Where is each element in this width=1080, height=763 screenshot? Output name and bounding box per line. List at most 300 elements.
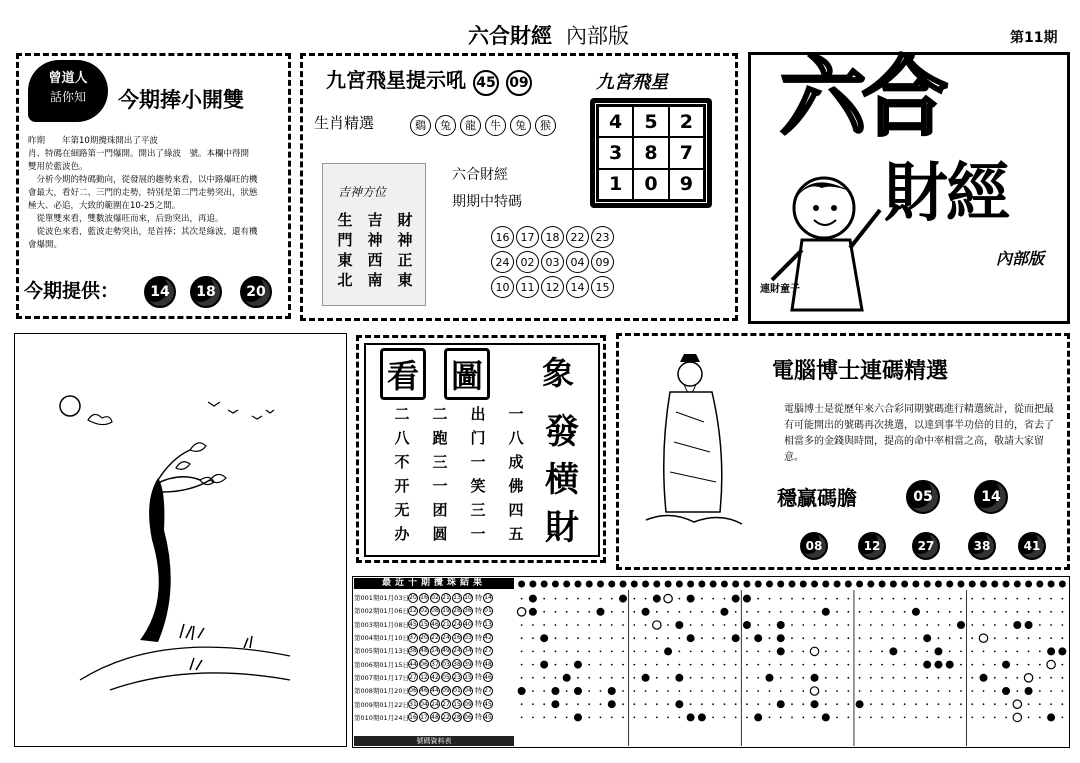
hit-dot [1025,687,1033,695]
empty-dot [724,598,726,600]
riddle-char: 开 [394,477,410,495]
riddle-title-char: 看 [380,348,426,400]
empty-dot [847,651,849,653]
history-number: 13 [453,594,461,602]
column-header-dot [1036,581,1043,588]
empty-dot [746,677,748,679]
empty-dot [543,624,545,626]
empty-dot [870,651,872,653]
grid-cell: 4 [598,106,633,137]
luck-char: 神 [397,231,413,249]
hit-dot [563,674,571,682]
empty-dot [904,598,906,600]
luck-char: 東 [397,271,413,289]
history-number: 21 [442,620,450,628]
empty-dot [836,611,838,613]
mascot-illustration [762,170,892,320]
special-number: 17 [516,226,539,248]
empty-dot [915,717,917,719]
empty-dot [814,611,816,613]
empty-dot [532,651,534,653]
empty-dot [791,637,793,639]
bubble-line2: 話你知 [49,90,86,104]
empty-dot [949,651,951,653]
empty-dot [611,611,613,613]
hit-dot [540,634,548,642]
riddle-char: 八 [508,429,524,447]
title-number: 45 [473,70,499,96]
empty-dot [566,598,568,600]
empty-dot [904,703,906,705]
empty-dot [859,651,861,653]
history-number: 45 [409,620,417,628]
empty-dot [600,677,602,679]
luck-char: 正 [397,251,413,269]
empty-dot [712,611,714,613]
column-header-dot [800,581,807,588]
special-number: 16 [491,226,514,248]
empty-dot [915,664,917,666]
empty-dot [701,677,703,679]
empty-dot [656,611,658,613]
empty-dot [600,703,602,705]
column-header-dot [1059,581,1066,588]
tips-line: 極大、必追，大致的範圍在10-25之間。 [28,201,181,211]
luck-char: 神 [367,231,383,249]
empty-dot [847,611,849,613]
empty-dot [577,598,579,600]
history-number: 01 [453,687,461,695]
hit-dot [743,595,751,603]
history-special: 27 [484,687,492,695]
empty-dot [1016,637,1018,639]
empty-dot [600,598,602,600]
empty-dot [735,677,737,679]
empty-dot [859,624,861,626]
special-number: 02 [516,251,539,273]
grid-cell: 9 [669,169,704,200]
column-header-dot [1048,581,1055,588]
empty-dot [870,717,872,719]
empty-dot [949,703,951,705]
empty-dot [1005,677,1007,679]
empty-dot [746,664,748,666]
empty-dot [836,690,838,692]
pick-ball: 12 [858,532,886,560]
empty-dot [971,664,973,666]
empty-dot [825,703,827,705]
empty-dot [588,611,590,613]
grid-cell: 8 [633,137,668,168]
empty-dot [926,677,928,679]
empty-dot [656,690,658,692]
empty-dot [667,717,669,719]
empty-dot [588,598,590,600]
hit-dot [608,700,616,708]
empty-dot [769,717,771,719]
hit-dot [1002,687,1010,695]
riddle-char: 二 [394,405,410,423]
header-title [468,20,629,50]
empty-dot [532,717,534,719]
empty-dot [633,624,635,626]
empty-dot [566,703,568,705]
grid-cell: 3 [598,137,633,168]
special-hit-dot [664,594,672,602]
hit-dot [687,634,695,642]
history-number: 48 [431,713,439,721]
special-hit-dot [653,621,661,629]
history-number: 48 [420,647,428,655]
empty-dot [633,637,635,639]
empty-dot [701,637,703,639]
riddle-char: 圆 [432,525,448,543]
hit-dot [754,713,762,721]
luck-char: 財 [397,211,413,229]
hit-dot [619,595,627,603]
empty-dot [814,664,816,666]
riddle-char: 一 [432,477,448,495]
empty-dot [1061,637,1063,639]
column-header-dot [811,581,818,588]
empty-dot [543,690,545,692]
empty-dot [532,624,534,626]
empty-dot [926,611,928,613]
empty-dot [949,611,951,613]
empty-dot [960,611,962,613]
empty-dot [780,677,782,679]
empty-dot [1039,664,1041,666]
special-number: 23 [591,226,614,248]
empty-dot [926,717,928,719]
empty-dot [577,651,579,653]
empty-dot [904,611,906,613]
history-number: 27 [409,673,417,681]
empty-dot [701,624,703,626]
empty-dot [836,598,838,600]
empty-dot [656,703,658,705]
column-header-dot [529,581,536,588]
mascot-label: 連財童子 [760,284,800,295]
empty-dot [870,703,872,705]
riddle-char: 跑 [432,429,448,447]
empty-dot [1039,717,1041,719]
hit-dot [675,621,683,629]
empty-dot [859,690,861,692]
grid-cell: 2 [669,106,704,137]
empty-dot [633,717,635,719]
issue-number: 第11期 [1010,30,1058,46]
history-special: 14 [484,594,492,602]
zodiac-label: 生肖精選 [314,114,375,132]
empty-dot [645,598,647,600]
empty-dot [870,624,872,626]
special-hit-dot [979,634,987,642]
hit-dot [529,595,537,603]
empty-dot [892,664,894,666]
empty-dot [881,637,883,639]
empty-dot [1061,690,1063,692]
history-date: 第004期01月10日 [354,634,409,643]
hit-dot [529,608,537,616]
empty-dot [1028,651,1030,653]
empty-dot [1016,598,1018,600]
luck-char: 北 [337,271,353,289]
empty-dot [566,637,568,639]
empty-dot [769,637,771,639]
empty-dot [983,664,985,666]
empty-dot [712,664,714,666]
hit-dot [574,713,582,721]
empty-dot [870,637,872,639]
column-header-dot [552,581,559,588]
special-number: 10 [491,276,514,298]
empty-dot [690,690,692,692]
history-special: 01 [484,607,492,615]
history-number: 05 [442,673,450,681]
special-number: 24 [491,251,514,273]
empty-dot [983,611,985,613]
empty-dot [825,598,827,600]
history-number: 24 [453,647,461,655]
empty-dot [746,637,748,639]
empty-dot [971,637,973,639]
empty-dot [577,703,579,705]
empty-dot [622,664,624,666]
empty-dot [521,717,523,719]
empty-dot [611,717,613,719]
riddle-column [468,402,488,546]
grid-title: 九宮飛星 [596,72,668,93]
riddle-char: 笑 [470,477,486,495]
column-header-dot [563,581,570,588]
history-number: 28 [453,607,461,615]
hit-dot [934,661,942,669]
luck-column [366,210,384,290]
history-date: 第003期01月08日 [354,620,409,629]
empty-dot [847,703,849,705]
column-header-dot [845,581,852,588]
empty-dot [836,637,838,639]
empty-dot [757,624,759,626]
empty-dot [791,651,793,653]
empty-dot [611,598,613,600]
empty-dot [757,611,759,613]
empty-dot [521,624,523,626]
empty-dot [1061,703,1063,705]
empty-dot [645,651,647,653]
title-number: 09 [506,70,532,96]
empty-dot [566,690,568,692]
zodiac-item: 兔 [510,115,531,136]
hit-dot [1025,621,1033,629]
empty-dot [960,651,962,653]
hit-dot [777,621,785,629]
empty-dot [1039,651,1041,653]
empty-dot [712,677,714,679]
empty-dot [701,664,703,666]
tips-line: 會最大，看好二、三門的走勢，特別是第二門走勢突出，狀態 [28,188,258,198]
masthead-edition: 內部版 [996,249,1045,268]
empty-dot [532,637,534,639]
riddle-title [380,348,578,400]
empty-dot [532,690,534,692]
empty-dot [735,717,737,719]
luck-column [336,210,354,290]
hit-dot [1047,713,1055,721]
special-hit-dot [1047,660,1055,668]
hit-dot [889,647,897,655]
column-header-dot [856,581,863,588]
special-number: 15 [591,276,614,298]
empty-dot [1005,611,1007,613]
history-number: 24 [453,620,461,628]
history-number: 10 [464,594,472,602]
empty-dot [938,598,940,600]
empty-dot [757,677,759,679]
riddle-char: 三 [470,501,486,519]
empty-dot [678,611,680,613]
empty-dot [971,690,973,692]
empty-dot [983,624,985,626]
hit-dot [732,634,740,642]
hit-dot [664,647,672,655]
sure-ball: 14 [974,480,1008,514]
special-number: 14 [566,276,589,298]
special-label: 特 [475,660,482,669]
special-label: 特 [475,606,482,615]
empty-dot [791,664,793,666]
hit-dot [822,608,830,616]
riddle-char: 八 [394,429,410,447]
empty-dot [724,677,726,679]
column-header-dot [991,581,998,588]
empty-dot [983,598,985,600]
empty-dot [1061,611,1063,613]
empty-dot [746,703,748,705]
sure-label: 穩贏碼膽 [777,486,857,510]
empty-dot [611,624,613,626]
empty-dot [814,624,816,626]
special-number: 22 [566,226,589,248]
history-row [354,657,514,670]
empty-dot [600,651,602,653]
special-label: 特 [475,593,482,602]
column-header-dot [518,581,525,588]
column-header-dot [608,581,615,588]
column-header-dot [620,581,627,588]
empty-dot [892,703,894,705]
tips-line: 從單雙來看，雙數波爆旺而來，后勁突出，再追。 [28,214,224,224]
empty-dot [1050,611,1052,613]
empty-dot [645,690,647,692]
hit-dot [540,661,548,669]
empty-dot [656,637,658,639]
empty-dot [802,664,804,666]
empty-dot [611,637,613,639]
empty-dot [543,651,545,653]
empty-dot [881,598,883,600]
column-header-dot [653,581,660,588]
empty-dot [600,637,602,639]
history-number: 22 [442,713,450,721]
empty-dot [915,624,917,626]
history-number: 06 [409,687,417,695]
empty-dot [588,664,590,666]
empty-dot [757,598,759,600]
empty-dot [1005,717,1007,719]
empty-dot [1005,598,1007,600]
empty-dot [791,690,793,692]
empty-dot [870,677,872,679]
empty-dot [859,611,861,613]
empty-dot [724,717,726,719]
history-number: 16 [409,713,417,721]
empty-dot [588,637,590,639]
empty-dot [724,703,726,705]
empty-dot [870,598,872,600]
tips-line: 肖、特碼在細路第一門爆開。開出了綠波 號。本欄中得開 [28,149,250,159]
riddle-title-char: 圖 [444,348,490,400]
empty-dot [555,677,557,679]
empty-dot [904,717,906,719]
column-header-dot [1003,581,1010,588]
hit-dot [596,608,604,616]
history-number: 20 [409,594,417,602]
empty-dot [757,664,759,666]
empty-dot [645,624,647,626]
empty-dot [712,637,714,639]
empty-dot [904,651,906,653]
column-header-dot [710,581,717,588]
hit-dot [687,713,695,721]
empty-dot [938,611,940,613]
empty-dot [543,677,545,679]
empty-dot [836,651,838,653]
empty-dot [543,611,545,613]
empty-dot [791,677,793,679]
history-number: 38 [453,660,461,668]
empty-dot [915,690,917,692]
history-number: 04 [420,700,428,708]
hit-dot [777,634,785,642]
history-number: 44 [431,687,439,695]
empty-dot [678,637,680,639]
riddle-column [506,402,526,546]
empty-dot [938,677,940,679]
speech-bubble [28,60,108,122]
empty-dot [960,690,962,692]
empty-dot [1039,703,1041,705]
column-header-dot [1025,581,1032,588]
header-title-main: 六合財經 [468,23,552,48]
column-header-dot [642,581,649,588]
history-date: 第006期01月15日 [354,660,409,669]
empty-dot [521,703,523,705]
history-special: 13 [484,620,492,628]
grid-cell: 7 [669,137,704,168]
empty-dot [588,624,590,626]
empty-dot [926,624,928,626]
special-number: 12 [541,276,564,298]
empty-dot [656,717,658,719]
history-dot-chart [516,578,1068,746]
empty-dot [960,598,962,600]
column-header-dot [867,581,874,588]
empty-dot [926,598,928,600]
history-special: 48 [484,660,492,668]
empty-dot [611,664,613,666]
